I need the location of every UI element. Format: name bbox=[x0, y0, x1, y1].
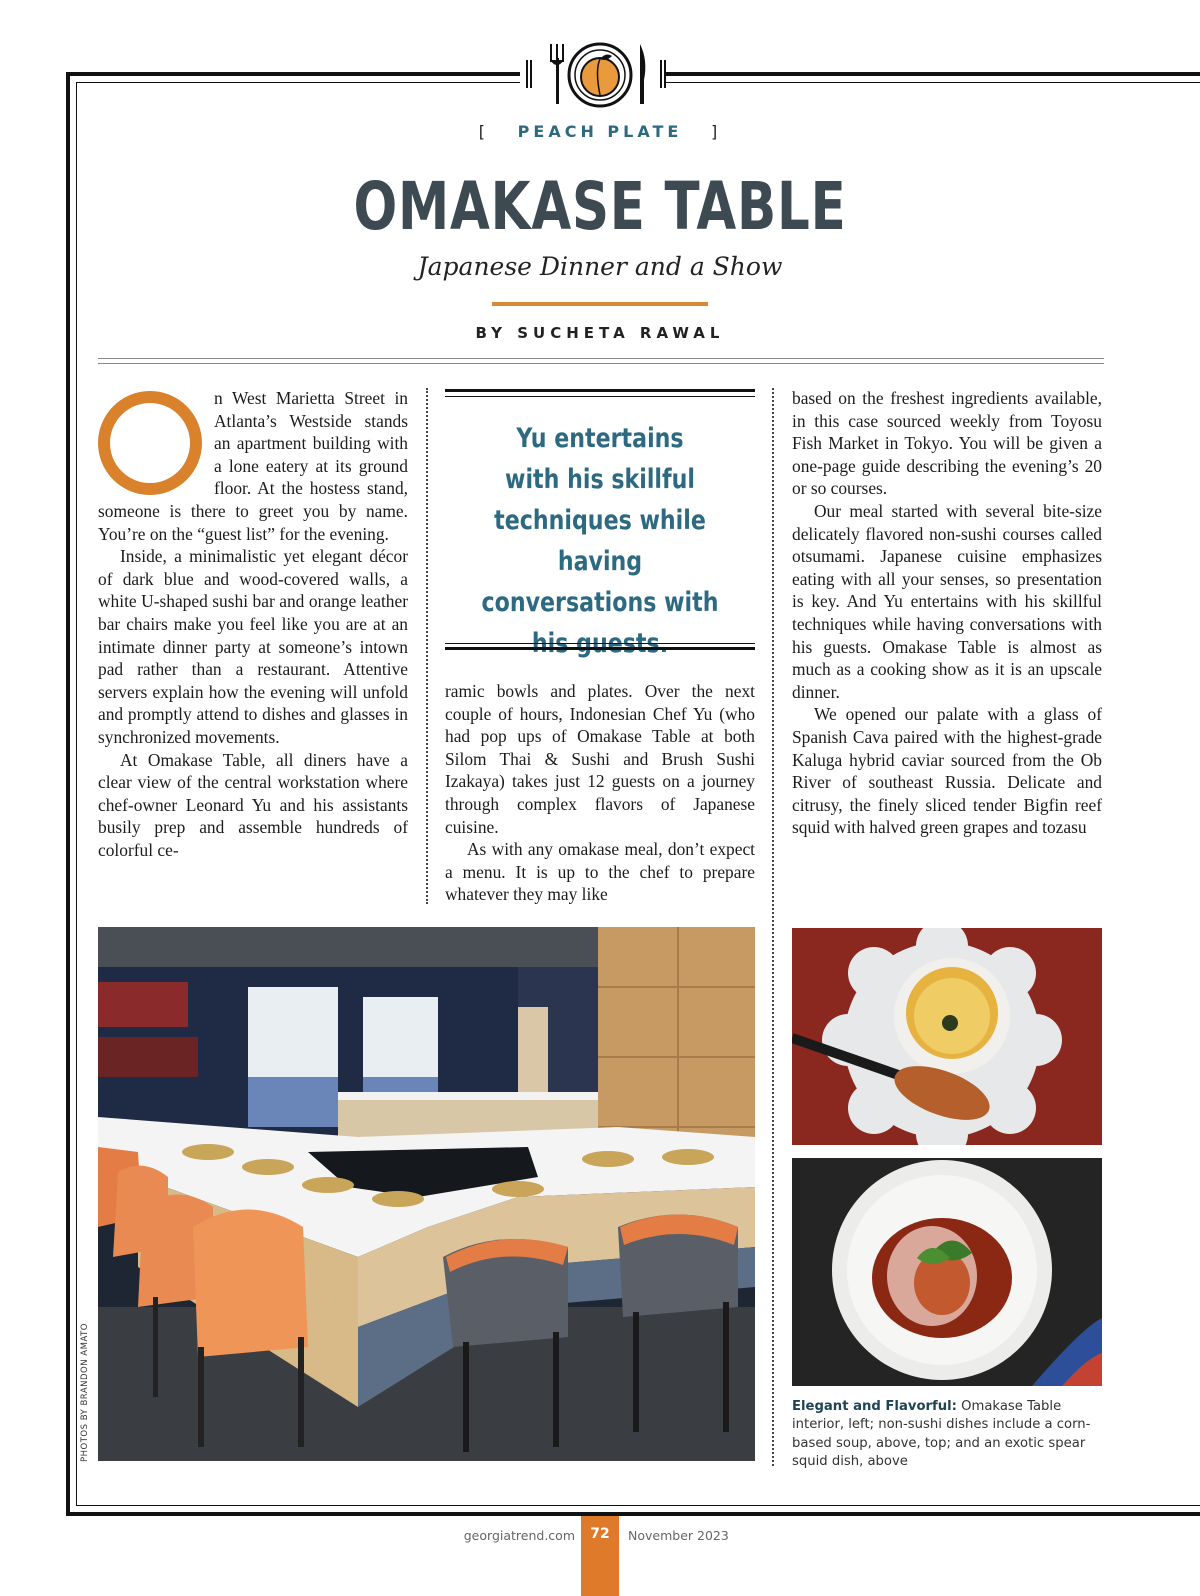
article-subtitle: Japanese Dinner and a Show bbox=[417, 252, 783, 281]
photo-credit: PHOTOS BY BRANDON AMATO bbox=[80, 1323, 90, 1462]
paragraph-1: n West Marietta Street in Atlanta’s Westside stands an apartment building with a lone eatery at its ground floor. At the hostess stand, someone is there to greet you by name. You’re on the “guest list” for the evening. bbox=[98, 388, 408, 544]
page-number: 72 bbox=[590, 1526, 610, 1542]
footer-issue-date: November 2023 bbox=[628, 1528, 729, 1543]
pull-quote-line: with his skillful bbox=[504, 464, 695, 495]
pull-quote-rule-bottom bbox=[445, 647, 755, 650]
pull-quote-rule-top bbox=[445, 389, 755, 392]
footer-website: georgiatrend.com bbox=[463, 1528, 575, 1543]
title-rule bbox=[492, 302, 708, 306]
pull-quote-rule-bottom-thin bbox=[445, 643, 755, 644]
caption-text: Omakase Table interior, left; non-sushi dishes include a corn-based soup, above, top; and an exotic spear squid dish, above bbox=[792, 1399, 1091, 1470]
article-column-3 bbox=[792, 387, 1102, 907]
header-divider-top bbox=[98, 358, 1104, 359]
column-divider-1 bbox=[426, 388, 428, 904]
pull-quote-line: techniques while having bbox=[494, 505, 706, 577]
section-kicker bbox=[400, 122, 800, 141]
paragraph-8: We opened our palate with a glass of Spanish Cava paired with the highest-grade Kaluga hybrid caviar sourced from the Ob River of southeast Russia. Delicate and citrusy, the finely sliced tender Bigfin reef squid with halved green grapes and tozasu bbox=[792, 704, 1102, 838]
paragraph-4: ramic bowls and plates. Over the next couple of hours, Indonesian Chef Yu (who had pop ups of Omakase Table at both Silom Thai & Sushi and Brush Sushi Izakaya) takes just 12 guests on a journey through complex flavors of Japanese cuisine. bbox=[445, 681, 755, 837]
kicker-label: PEACH PLATE bbox=[517, 122, 683, 141]
paragraph-6: based on the freshest ingredients available, in this case sourced weekly from Toyosu Fish Market in Tokyo. You will be given a one-page guide describing the evening’s 20 or so courses. bbox=[792, 388, 1102, 499]
frame-cap-right bbox=[660, 60, 666, 88]
caption-lead: Elegant and Flavorful: bbox=[792, 1399, 957, 1414]
pull-quote-rule-top-thin bbox=[445, 396, 755, 397]
footer-page-tab bbox=[581, 1516, 619, 1596]
spear-squid-dish-photo bbox=[792, 1158, 1102, 1386]
column-divider-2 bbox=[772, 388, 774, 1466]
fork-peach-knife-icon bbox=[548, 40, 652, 110]
paragraph-5: As with any omakase meal, don’t expect a menu. It is up to the chef to prepare whatever they may like bbox=[445, 839, 755, 905]
article-column-1 bbox=[98, 387, 408, 907]
frame-cap-left bbox=[526, 60, 532, 88]
header-divider-bottom bbox=[98, 363, 1104, 364]
corn-soup-photo bbox=[792, 928, 1102, 1145]
article-column-2 bbox=[445, 680, 755, 906]
paragraph-3: At Omakase Table, all diners have a clear view of the central workstation where chef-owner Leonard Yu and his assistants busily prep and assemble hundreds of colorful ce- bbox=[98, 749, 408, 860]
kicker-bracket-close: ] bbox=[711, 122, 722, 141]
article-title: OMAKASE TABLE bbox=[353, 168, 847, 245]
kicker-bracket-open: [ bbox=[478, 122, 489, 141]
restaurant-interior-photo bbox=[98, 927, 755, 1461]
paragraph-2: Inside, a minimalistic yet elegant décor of dark blue and wood-covered walls, a white U-shaped sushi bar and orange leather bar chairs make you feel like you are at an intimate dinner party at someone’s intown pad rather than a restaurant. Attentive servers explain how the evening will unfold and promptly attend to dishes and glasses in synchronized movements. bbox=[98, 546, 408, 747]
pull-quote-line: Yu entertains bbox=[516, 423, 684, 454]
byline: BY SUCHETA RAWAL bbox=[475, 324, 725, 342]
paragraph-7: Our meal started with several bite-size delicately flavored non-sushi courses called otsumami. Japanese cuisine emphasizes eating with all your senses, so presentation is key. And Yu entertains with his skillful techniques while having conversations with his guests. Omakase Table is almost as much as a cooking show as it is an upscale dinner. bbox=[792, 500, 1102, 702]
dropcap-letter-o bbox=[98, 391, 202, 495]
pull-quote bbox=[445, 418, 755, 664]
photo-caption bbox=[792, 1398, 1104, 1472]
pull-quote-line: conversations with bbox=[481, 587, 719, 618]
